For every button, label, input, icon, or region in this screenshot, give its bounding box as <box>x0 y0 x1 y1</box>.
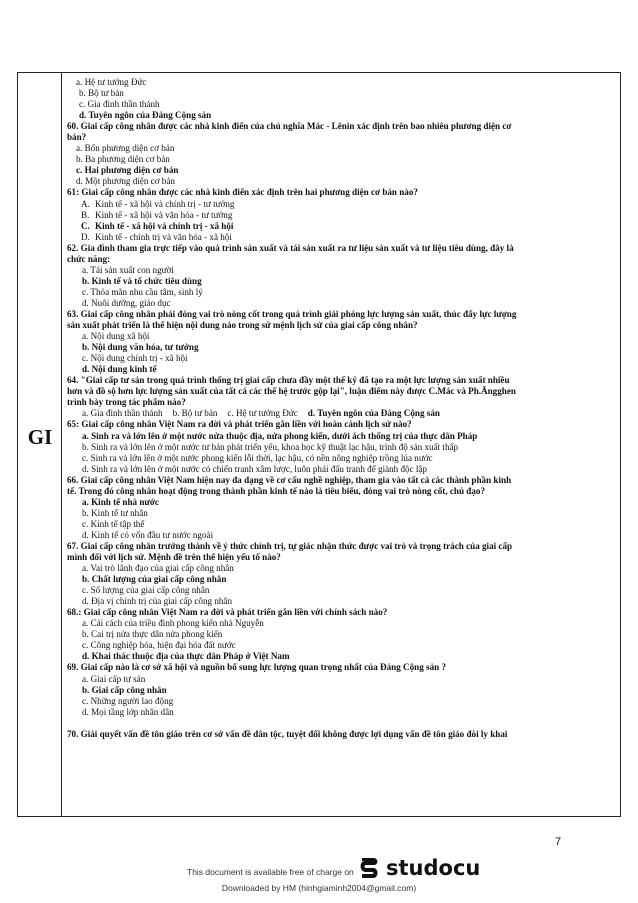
answer-option: b. Bộ tư bản <box>172 408 218 419</box>
option-letter: B. <box>81 209 90 220</box>
answer-option: d. Tuyên ngôn của Đảng Cộng sản <box>79 110 212 121</box>
answer-option: b. Giai cấp công nhân <box>82 684 167 695</box>
answer-option: b. Chất lượng của giai cấp công nhân <box>82 574 227 585</box>
answer-option: c. Hai phương diện cơ bản <box>76 165 179 176</box>
question-text: 67. Giai cấp công nhân trưởng thành về ý thức chính trị, tự giác nhận thức được vai trò và trọng trách của giai cấp <box>67 540 513 551</box>
option-letter: C. <box>81 220 90 231</box>
question-text: 62. Gia đình tham gia trực tiếp vào quá trình sản xuất và tái sản xuất ra tư liệu sản xuất và tư liệu tiêu dùng, đây là <box>67 242 514 253</box>
question-text: 63. Giai cấp công nhân phải đóng vai trò nòng cốt trong quá trình giải phóng lực lượng sản xuất, thúc đẩy lực lượng <box>67 308 517 319</box>
footer-note: This document is available free of charge on <box>187 867 354 877</box>
answer-option <box>67 718 615 729</box>
option-letter: D. <box>81 231 90 242</box>
answer-option: b. Kinh tế tư nhân <box>82 507 148 518</box>
option-text: Kinh tế - xã hội và chính trị - xã hội <box>95 220 234 231</box>
answer-option: c. Nội dung chính trị - xã hội <box>82 353 188 364</box>
answer-option: b. Ba phương diện cơ bản <box>76 154 170 165</box>
answer-option: a. Sinh ra và lớn lên ở một nước nửa thuộc địa, nửa phong kiến, dưới ách thống trị của thực dân Pháp <box>82 430 478 441</box>
answer-option: d. Nuôi dưỡng, giáo dục <box>82 297 171 308</box>
question-text: mình đối với lịch sử. Mệnh đề trên thể hiện yếu tố nào? <box>67 552 281 563</box>
answer-option: a. Vai trò lãnh đạo của giai cấp công nhân <box>82 563 234 574</box>
answer-option: d. Nội dung kinh tế <box>82 364 157 375</box>
question-text: bản? <box>67 132 87 143</box>
answer-option: b. Sinh ra và lớn lên ở một nước tư bản phát triển yếu, khoa học kỹ thuật lạc hậu, trình độ sản xuất thấp <box>82 441 459 452</box>
answer-option: d. Kinh tế có vốn đầu tư nước ngoài <box>82 529 214 540</box>
option-text: Kinh tế - xã hội và chính trị - tư tưởng <box>95 198 235 209</box>
answer-option: a. Gia đình thần thánh <box>82 408 163 419</box>
answer-option: b. Bộ tư bản <box>79 88 124 99</box>
answer-option: b. Cai trị nửa thực dân nửa phong kiến <box>82 629 223 640</box>
answer-option: c. Thỏa mãn nhu cầu tâm, sinh lý <box>82 286 203 297</box>
answer-option: a. Tái sản xuất con người <box>82 264 174 275</box>
answer-option: b. Nội dung văn hóa, tư tưởng <box>82 342 199 353</box>
answer-option: c. Sinh ra và lớn lên ở một nước phong kiến lỗi thời, lạc hậu, có nền nông nghiệp trồng lúa nước <box>82 452 433 463</box>
answer-option: b. Kinh tế và tổ chức tiêu dùng <box>82 275 202 286</box>
answer-option: d. Địa vị chính trị của giai cấp công nhân <box>82 596 232 607</box>
question-text: chức năng: <box>67 253 111 264</box>
answer-option: d. Tuyên ngôn của Đảng Cộng sản <box>307 408 440 419</box>
answer-option: c. Gia đình thần thánh <box>79 99 160 110</box>
option-text: Kinh tế - xã hội và văn hóa - tư tưởng <box>95 209 233 220</box>
answer-option: c. Những người lao động <box>82 695 174 706</box>
option-letter: A. <box>81 198 90 209</box>
question-text: 69. Giai cấp nào là cơ sở xã hội và nguồn bổ sung lực lượng quan trọng nhất của Đảng Cộng sản ? <box>67 662 446 673</box>
answer-option: c. Hệ tư tưởng Đức <box>227 408 298 419</box>
question-text: 66. Giai cấp công nhân Việt Nam hiện nay đa dạng về cơ cấu nghề nghiệp, tham gia vào tất cả các thành phần kinh <box>67 474 512 485</box>
studocu-logo-icon <box>356 855 382 881</box>
option-text: Kinh tế - chính trị và văn hóa - xã hội <box>95 231 232 242</box>
question-text: sản xuất phát triển là thể hiện nội dung nào trong sứ mệnh lịch sử của giai cấp công nhân? <box>67 320 418 331</box>
answer-option <box>67 221 615 232</box>
question-text: 68.: Giai cấp công nhân Việt Nam ra đời và phát triển gắn liền với chính sách nào? <box>67 607 388 618</box>
page-number: 7 <box>555 836 562 848</box>
question-text: 64. "Giai cấp tư sản trong quá trình thống trị giai cấp chưa đầy một thế kỷ đã tạo ra một lực lượng sản xuất nhiều <box>67 375 510 386</box>
question-table <box>17 72 621 817</box>
answer-option: c. Số lượng của giai cấp công nhân <box>82 585 210 596</box>
question-text: 60. Giai cấp công nhân được các nhà kinh điển của chủ nghĩa Mác - Lênin xác định trên bao nhiêu phương diện cơ <box>67 121 512 132</box>
answer-option <box>67 199 615 210</box>
answer-option: a. Kinh tế nhà nước <box>82 496 159 507</box>
answer-option: a. Hệ tư tưởng Đức <box>76 77 147 87</box>
studocu-logo[interactable] <box>356 855 480 881</box>
answer-option: c. Kinh tế tập thể <box>82 518 145 529</box>
download-note: Downloaded by HM (hinhgiaminh2004@gmail.com) <box>221 883 417 893</box>
answer-option <box>67 210 615 221</box>
section-label: GI <box>27 425 53 449</box>
answer-option: a. Cải cách của triều đình phong kiến nhà Nguyễn <box>82 618 264 629</box>
answer-option: d. Mọi tầng lớp nhân dân <box>82 706 174 717</box>
answer-option: a. Bốn phương diện cơ bản <box>76 143 175 154</box>
answer-option <box>67 232 615 243</box>
answer-option: d. Sinh ra và lớn lên ở một nước có chiến tranh xâm lược, luôn phải đấu tranh để giành độc lập <box>82 463 428 474</box>
answer-row <box>67 408 615 419</box>
answer-option: d. Khai thác thuộc địa của thực dân Pháp ở Việt Nam <box>82 651 290 662</box>
answer-option: d. Một phương diện cơ bản <box>76 176 175 187</box>
question-text: tế. Trong đó công nhân hoạt động trong thành phần kinh tế nào là tiêu biểu, đóng vai trò nòng cốt, chủ đạo? <box>67 485 485 496</box>
question-text: 70. Giải quyết vấn đề tôn giáo trên cơ sở vấn đề dân tộc, tuyệt đối không được lợi dụng vấn đề tôn giáo đòi ly khai <box>67 728 508 739</box>
question-text: trình bày trong tác phẩm nào? <box>67 397 186 408</box>
section-column <box>18 73 62 816</box>
question-text: 61: Giai cấp công nhân được các nhà kinh điển xác định trên hai phương diện cơ bản nào? <box>67 187 418 198</box>
question-text: 65: Giai cấp công nhân Việt Nam ra đời và phát triển gắn liền với hoàn cảnh lịch sử nào? <box>67 419 412 430</box>
questions-content <box>67 77 615 740</box>
answer-option: a. Nội dung xã hội <box>82 331 150 342</box>
studocu-brand: studocu <box>386 856 481 880</box>
answer-option: a. Giai cấp tư sản <box>82 673 146 684</box>
question-text: hơn và đồ sộ hơn lực lượng sản xuất của tất cả các thế hệ trước gộp lại", luận điểm này được C.Mác và Ph.Ăngghen <box>67 386 516 397</box>
answer-option: c. Công nghiệp hóa, hiện đại hóa đất nước <box>82 640 236 651</box>
